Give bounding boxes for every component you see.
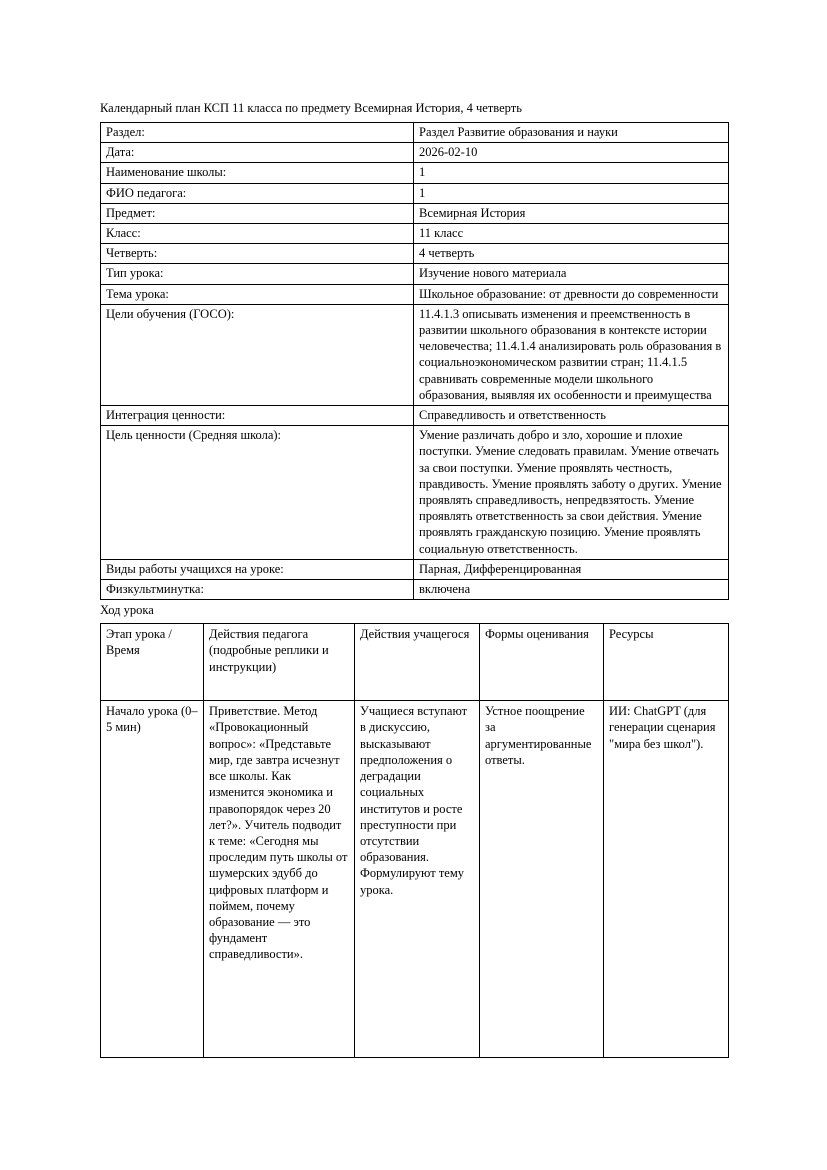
info-value-cell: 11 класс [414, 224, 729, 244]
resources-cell: ИИ: ChatGPT (для генерации сценария "мира без школ"). [604, 701, 729, 1058]
info-label-cell: Четверть: [101, 244, 414, 264]
column-header-student-actions: Действия учащегося [355, 624, 480, 701]
info-label-cell: Класс: [101, 224, 414, 244]
student-actions-cell: Учащиеся вступают в дискуссию, высказывают предположения о деградации социальных институтов и росте преступности при отсутствии образования. Формулируют тему урока. [355, 701, 480, 1058]
info-value-cell: 11.4.1.3 описывать изменения и преемственность в развитии школьного образования в контексте истории человечества; 11.4.1.4 анализировать роль образования в социальноэкономическом развитии стран; 11.4.1.5 сравнивать современные модели школьного образования, выявляя их особенности и преимущества [414, 304, 729, 405]
info-value-cell: Парная, Дифференцированная [414, 559, 729, 579]
info-label-cell: Дата: [101, 143, 414, 163]
table-row [101, 183, 729, 203]
info-value-cell: включена [414, 580, 729, 600]
info-value-cell: 4 четверть [414, 244, 729, 264]
info-value-cell: 2026-02-10 [414, 143, 729, 163]
info-label-cell: Цель ценности (Средняя школа): [101, 426, 414, 560]
teacher-actions-cell: Приветствие. Метод «Провокационный вопрос»: «Представьте мир, где завтра исчезнут все школы. Как изменится экономика и правопорядок через 20 лет?». Учитель подводит к теме: «Сегодня мы проследим путь школы от шумерских эдубб до цифровых платформ и поймем, почему образование — это фундамент справедливости». [204, 701, 355, 1058]
table-row [101, 163, 729, 183]
lesson-flow-table-body [101, 624, 729, 1058]
table-row [101, 559, 729, 579]
table-row [101, 224, 729, 244]
info-label-cell: Физкультминутка: [101, 580, 414, 600]
table-row [101, 123, 729, 143]
assessment-cell: Устное поощрение за аргументированные ответы. [480, 701, 604, 1058]
table-row [101, 580, 729, 600]
info-label-cell: Тип урока: [101, 264, 414, 284]
info-value-cell: Умение различать добро и зло, хорошие и плохие поступки. Умение следовать правилам. Умение отвечать за свои поступки. Умение проявлять честность, правдивость. Умение проявлять заботу о других. Умение проявлять справедливость, непредвзятость. Умение проявлять ответственность за свои действия. Умение проявлять гражданскую позицию. Умение проявлять социальную ответственность. [414, 426, 729, 560]
info-label-cell: Тема урока: [101, 284, 414, 304]
info-label-cell: Виды работы учащихся на уроке: [101, 559, 414, 579]
table-row [101, 406, 729, 426]
table-row [101, 701, 729, 1058]
column-header-resources: Ресурсы [604, 624, 729, 701]
info-label-cell: Раздел: [101, 123, 414, 143]
stage-cell: Начало урока (0–5 мин) [101, 701, 204, 1058]
lesson-info-table-body [101, 123, 729, 600]
info-label-cell: Цели обучения (ГОСО): [101, 304, 414, 405]
info-value-cell: Справедливость и ответственность [414, 406, 729, 426]
info-label-cell: ФИО педагога: [101, 183, 414, 203]
column-header-teacher-actions: Действия педагога (подробные реплики и инструкции) [204, 624, 355, 701]
info-value-cell: Раздел Развитие образования и науки [414, 123, 729, 143]
info-label-cell: Интеграция ценности: [101, 406, 414, 426]
info-label-cell: Предмет: [101, 203, 414, 223]
lesson-flow-caption: Ход урока [100, 603, 154, 618]
table-header-row [101, 624, 729, 701]
table-row [101, 143, 729, 163]
lesson-flow-table [100, 623, 729, 1058]
page-title: Календарный план КСП 11 класса по предмету Всемирная История, 4 четверть [100, 101, 522, 115]
column-header-assessment-forms: Формы оценивания [480, 624, 604, 701]
info-value-cell: Изучение нового материала [414, 264, 729, 284]
table-row [101, 304, 729, 405]
column-header-stage: Этап урока / Время [101, 624, 204, 701]
table-row [101, 284, 729, 304]
table-row [101, 264, 729, 284]
info-value-cell: Школьное образование: от древности до современности [414, 284, 729, 304]
info-value-cell: 1 [414, 183, 729, 203]
info-label-cell: Наименование школы: [101, 163, 414, 183]
info-value-cell: 1 [414, 163, 729, 183]
table-row [101, 244, 729, 264]
table-row [101, 203, 729, 223]
table-row [101, 426, 729, 560]
lesson-info-table [100, 122, 729, 600]
info-value-cell: Всемирная История [414, 203, 729, 223]
